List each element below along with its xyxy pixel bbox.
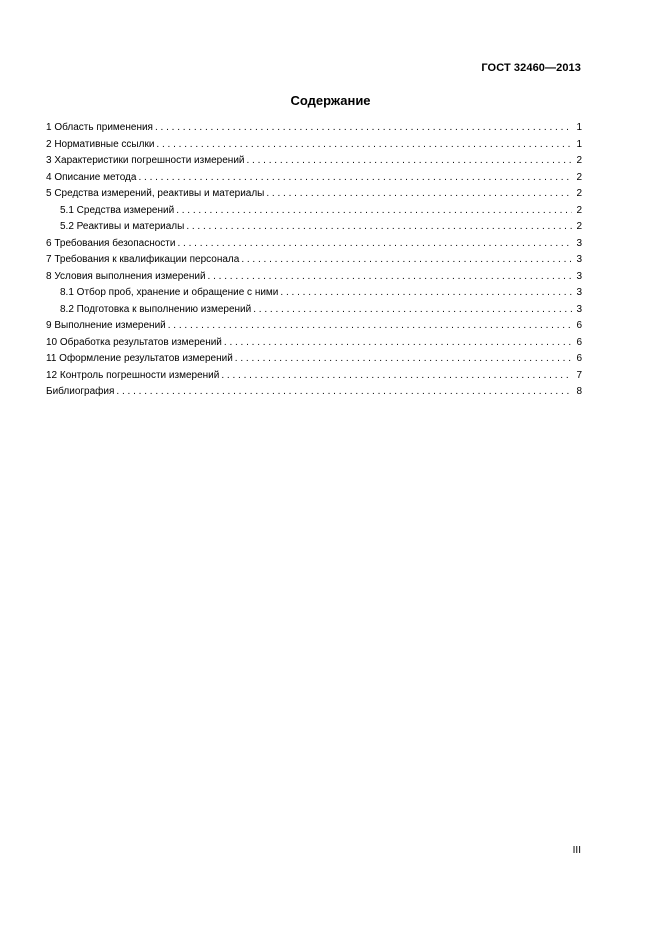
toc-entry-label: 5.1 Средства измерений [60,204,175,216]
toc-entry-page: 1 [576,122,582,133]
toc-entry-5-2[interactable] [46,219,582,236]
toc-entry-page: 6 [576,353,582,364]
toc-entry-label: 5 Средства измерений, реактивы и материалы [46,188,265,199]
toc-entry-label: 9 Выполнение измерений [46,320,166,331]
toc-entry-label: 10 Обработка результатов измерений [46,336,222,348]
dot-leader [155,120,572,137]
toc-entry-7[interactable] [46,252,582,269]
toc-entry-label: 11 Оформление результатов измерений [46,353,233,364]
toc-entry-label: Библиография [46,386,115,397]
toc-entry-5-1[interactable] [46,203,582,220]
toc-entry-label: 1 Область применения [46,122,153,133]
dot-leader [176,203,572,220]
dot-leader [186,219,572,236]
toc-entry-page: 2 [576,155,582,166]
toc-entry-page: 8 [576,386,582,397]
toc-entry-page: 7 [576,369,582,381]
toc-entry-page: 2 [576,171,582,183]
toc-entry-2[interactable] [46,137,582,154]
table-of-contents [46,120,582,401]
toc-entry-bibliography[interactable] [46,384,582,401]
document-id-header: ГОСТ 32460—2013 [481,62,581,74]
dot-leader [253,302,572,319]
toc-title: Содержание [290,93,371,108]
toc-entry-label: 12 Контроль погрешности измерений [46,369,220,381]
dot-leader [138,170,572,187]
toc-entry-label: 6 Требования безопасности [46,237,176,249]
toc-entry-5[interactable] [46,186,582,203]
toc-entry-page: 2 [576,188,582,199]
toc-entry-page: 2 [576,221,582,232]
toc-entry-8-2[interactable] [46,302,582,319]
dot-leader [280,285,572,302]
dot-leader [208,269,572,286]
toc-entry-3[interactable] [46,153,582,170]
toc-entry-label: 7 Требования к квалификации персонала [46,254,240,265]
page-number: III [572,845,581,856]
toc-entry-page: 3 [576,237,582,249]
toc-entry-page: 1 [576,138,582,150]
toc-entry-label: 2 Нормативные ссылки [46,138,155,150]
dot-leader [177,236,572,253]
toc-entry-page: 3 [576,270,582,282]
toc-entry-6[interactable] [46,236,582,253]
dot-leader [224,335,572,352]
toc-entry-1[interactable] [46,120,582,137]
dot-leader [168,318,572,335]
toc-entry-label: 4 Описание метода [46,171,137,183]
toc-entry-4[interactable] [46,170,582,187]
toc-entry-8-1[interactable] [46,285,582,302]
toc-entry-label: 5.2 Реактивы и материалы [60,221,185,232]
toc-entry-page: 2 [576,204,582,216]
dot-leader [266,186,572,203]
toc-entry-page: 3 [576,254,582,265]
toc-entry-9[interactable] [46,318,582,335]
toc-entry-page: 3 [576,287,582,298]
toc-entry-label: 8.1 Отбор проб, хранение и обращение с ними [60,287,279,298]
toc-entry-10[interactable] [46,335,582,352]
toc-entry-page: 3 [576,303,582,315]
toc-entry-8[interactable] [46,269,582,286]
toc-entry-12[interactable] [46,368,582,385]
toc-entry-page: 6 [576,336,582,348]
dot-leader [235,351,572,368]
dot-leader [221,368,572,385]
toc-entry-label: 3 Характеристики погрешности измерений [46,155,245,166]
toc-entry-11[interactable] [46,351,582,368]
dot-leader [156,137,572,154]
dot-leader [116,384,572,401]
toc-entry-label: 8.2 Подготовка к выполнению измерений [60,303,252,315]
toc-entry-label: 8 Условия выполнения измерений [46,270,206,282]
dot-leader [247,153,573,170]
dot-leader [241,252,572,269]
toc-entry-page: 6 [576,320,582,331]
